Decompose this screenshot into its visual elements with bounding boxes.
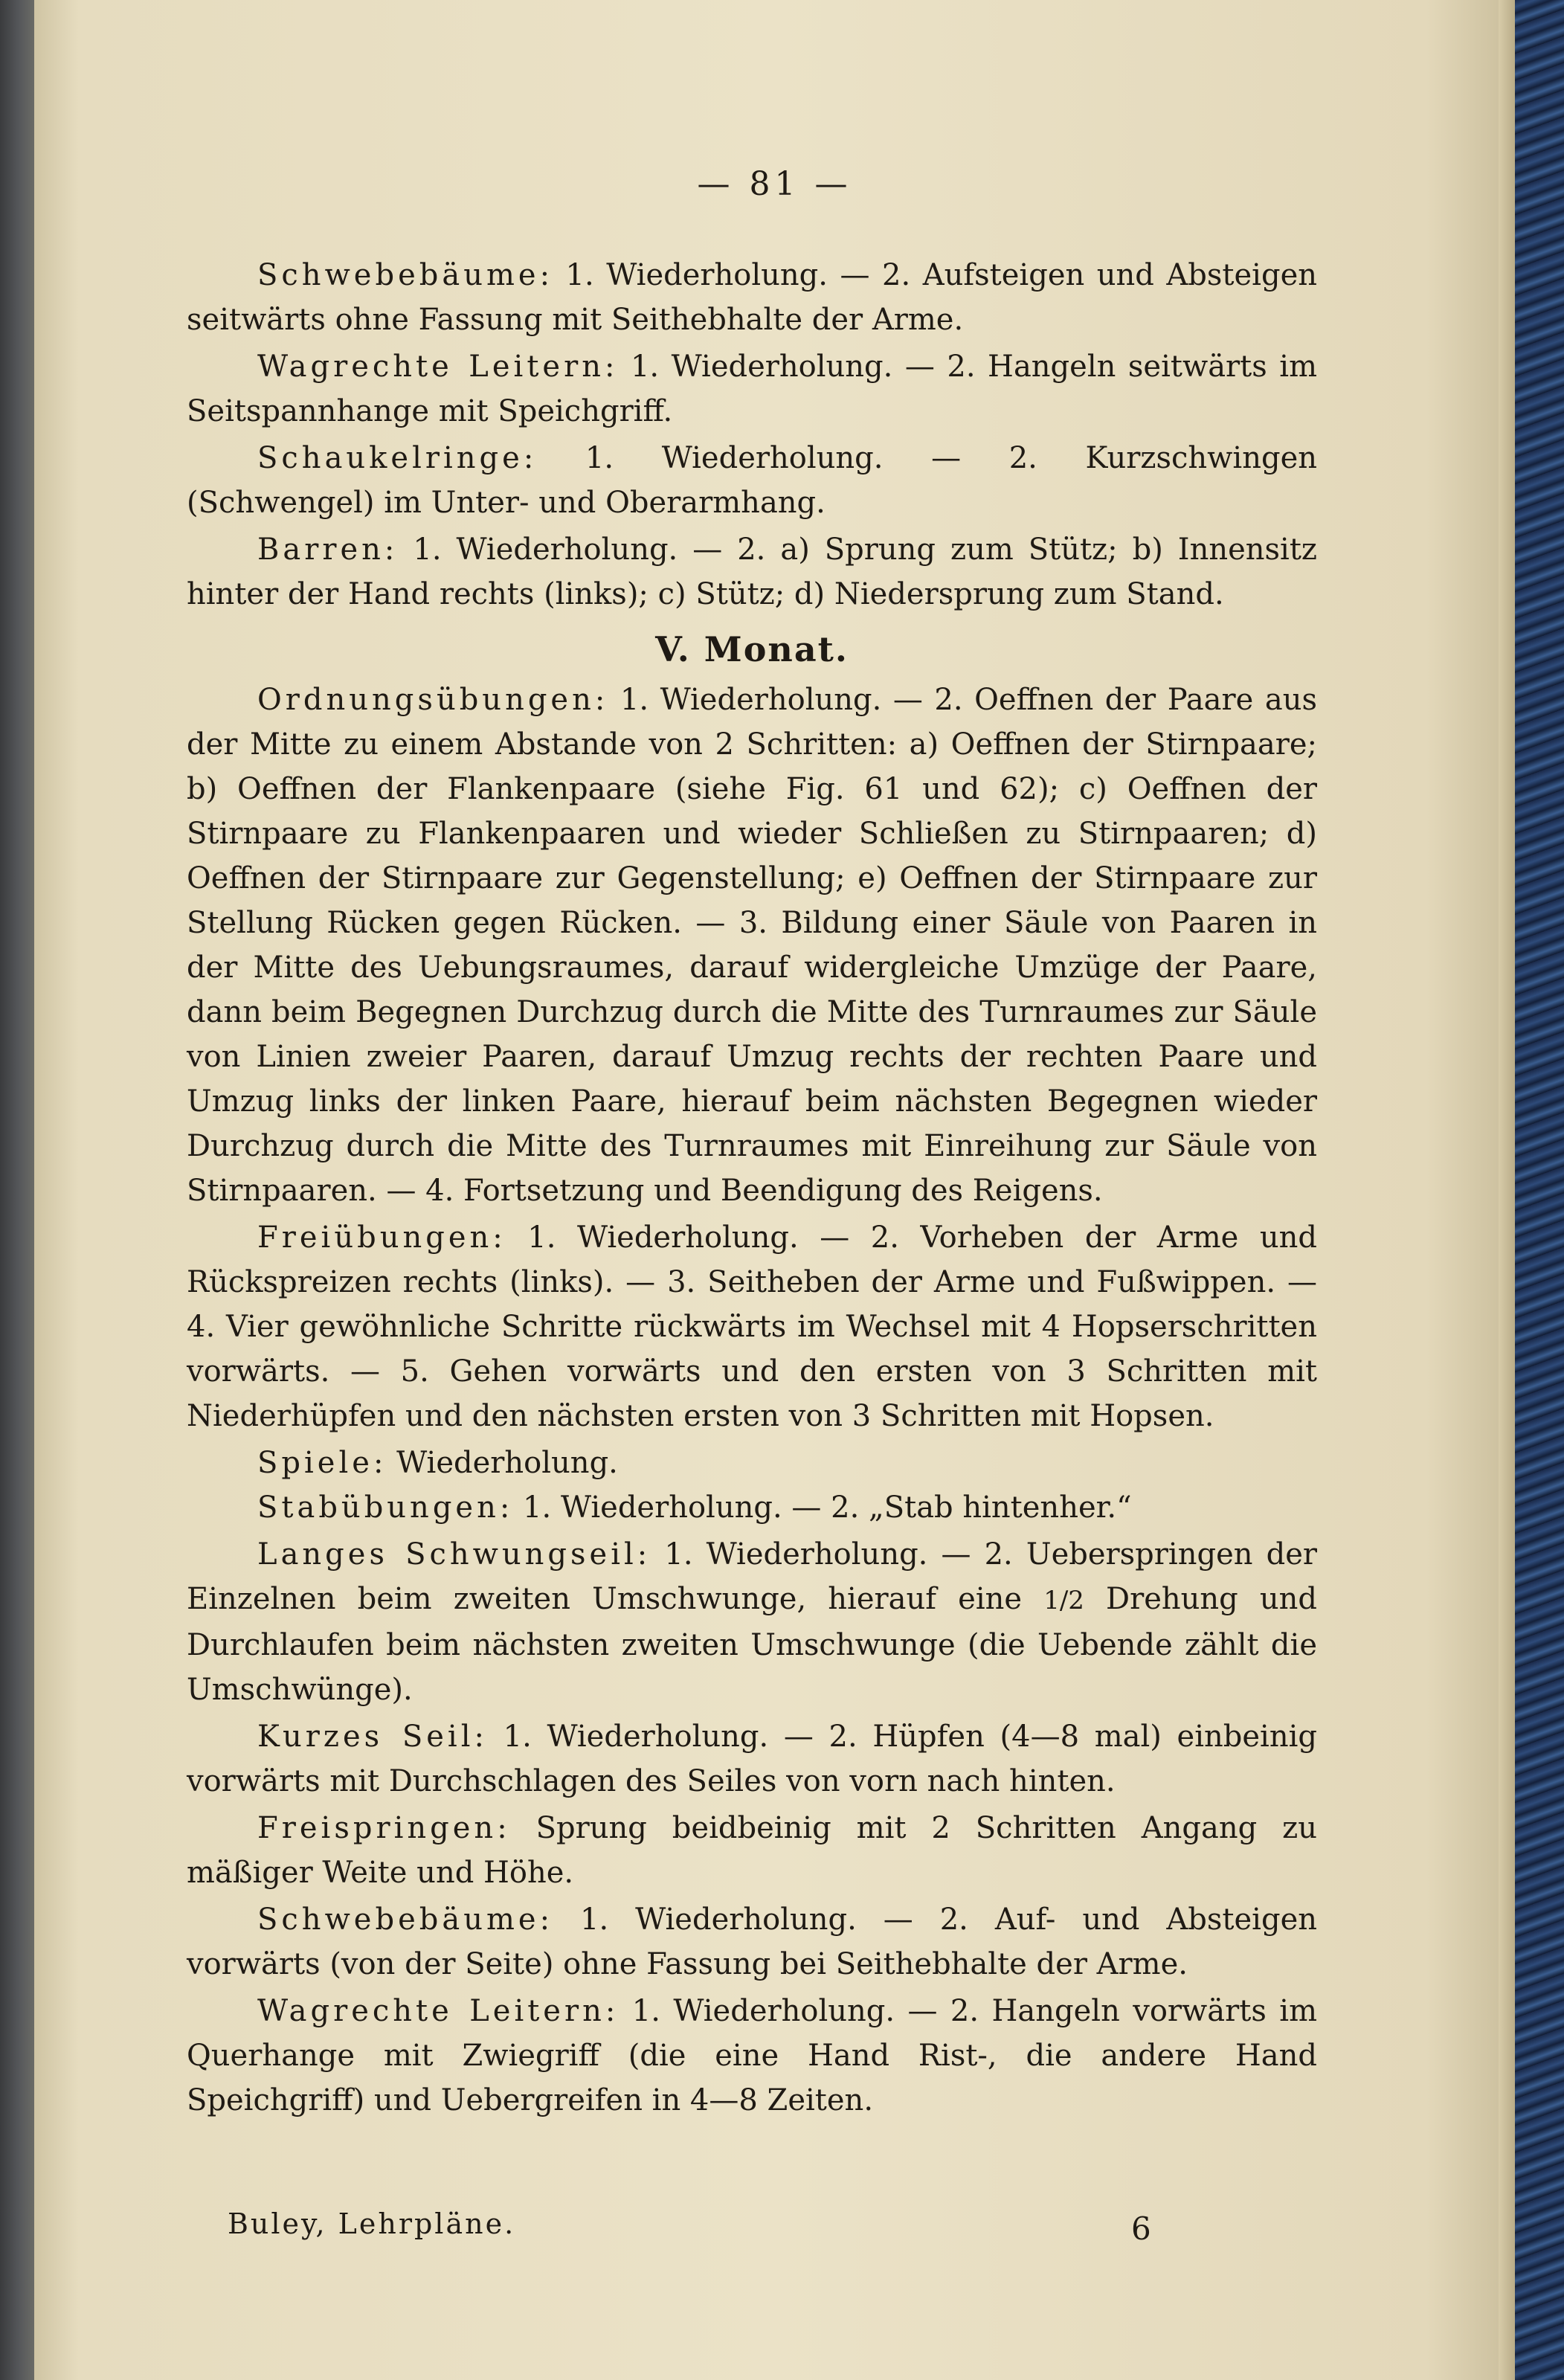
signature-mark: 6: [1131, 2210, 1151, 2247]
paragraph-text-continued: Drehung und Durchlaufen beim nächsten zweiten Umschwunge (die Uebende zählt die Umschwünge).: [187, 1582, 1318, 1707]
paragraph-schaukelringe: [187, 436, 1317, 525]
fraction-half: 1/2: [1043, 1586, 1084, 1615]
paragraph-heading: Freiübungen:: [257, 1220, 506, 1255]
paragraph-heading: Wagrechte Leitern:: [257, 1994, 620, 2028]
paragraph-spiele: [187, 1441, 1317, 1485]
paragraph-text: Sprung beidbeinig mit 2 Schritten Angang zu mäßiger Weite und Höhe.: [187, 1811, 1317, 1890]
paragraph-heading: Barren:: [257, 533, 399, 567]
paragraph-heading: Schwebebäume:: [257, 1903, 554, 1937]
paragraph-text: Wiederholung.: [387, 1446, 618, 1480]
paragraph-text: 1. Wiederholung. — 2. a) Sprung zum Stütz; b) Innensitz hinter der Hand rechts (links); c) Stütz; d) Niedersprung zum Stand.: [187, 533, 1317, 611]
paragraph-wagrechte-leitern-1: [187, 344, 1317, 434]
paragraph-heading: Spiele:: [257, 1446, 387, 1480]
paragraph-stabuebungen: [187, 1485, 1317, 1530]
paragraph-text: 1. Wiederholung. — 2. Oeffnen der Paare aus der Mitte zu einem Abstande von 2 Schritten: a) Oeffnen der Stirnpaare; b) Oeffnen der Flankenpaare (siehe Fig. 61 und 62); c) Oeffnen der Stirnpaare zu Flankenpaaren und wieder Schließen zu Stirnpaaren; d) Oeffnen der Stirnpaare zur Gegenstellung; e) Oeffnen der Stirnpaare zur Stellung Rücken gegen Rücken. — 3. Bildung einer Säule von Paaren in der Mitte des Uebungsraumes, darauf widergleiche Umzüge der Paare, dann beim Begegnen Durchzug durch die Mitte des Turnraumes zur Säule von Linien zweier Paaren, darauf Umzug rechts der rechten Paare und Umzug links der linken Paare, hierauf beim nächsten Begegnen wieder Durchzug durch die Mitte des Turnraumes mit Einreihung zur Säule von Stirnpaaren. — 4. Fortsetzung und Beendigung des Reigens.: [187, 683, 1317, 1208]
paragraph-barren: [187, 527, 1317, 617]
paragraph-heading: Schwebebäume:: [257, 258, 554, 292]
book-page: [34, 0, 1515, 2380]
paragraph-freiuebungen: [187, 1215, 1317, 1438]
footer-signature: Buley, Lehrpläne.: [228, 2207, 516, 2240]
page-edge: [1499, 0, 1515, 2380]
book-cover-right: [1515, 0, 1564, 2380]
paragraph-heading: Wagrechte Leitern:: [257, 350, 619, 384]
paragraph-heading: Langes Schwungseil:: [257, 1537, 651, 1572]
paragraph-schwebebaeume-1: [187, 253, 1317, 342]
paragraph-heading: Freispringen:: [257, 1811, 511, 1845]
paragraph-text: 1. Wiederholung. — 2. Hüpfen (4—8 mal) einbeinig vorwärts mit Durchschlagen des Seiles von vorn nach hinten.: [187, 1720, 1317, 1798]
paragraph-heading: Stabübungen:: [257, 1490, 514, 1525]
page-body: [187, 253, 1317, 2125]
paragraph-langes-schwungseil: [187, 1532, 1317, 1712]
paragraph-text: 1. Wiederholung. — 2. Kurzschwingen (Schwengel) im Unter- und Oberarmhang.: [187, 441, 1317, 520]
paragraph-wagrechte-leitern-2: [187, 1989, 1317, 2123]
paragraph-freispringen: [187, 1806, 1317, 1895]
paragraph-text: 1. Wiederholung. — 2. „Stab hintenher.“: [513, 1490, 1132, 1525]
paragraph-text: 1. Wiederholung. — 2. Hangeln vorwärts im Querhange mit Zwiegriff (die eine Hand Rist-, die andere Hand Speichgriff) und Uebergreifen in 4—8 Zeiten.: [187, 1994, 1317, 2117]
paragraph-heading: Kurzes Seil:: [257, 1720, 488, 1754]
paragraph-heading: Ordnungsübungen:: [257, 683, 609, 717]
paragraph-text: 1. Wiederholung. — 2. Vorheben der Arme und Rückspreizen rechts (links). — 3. Seitheben der Arme und Fußwippen. — 4. Vier gewöhnliche Schritte rückwärts im Wechsel mit 4 Hopserschritten vorwärts. — 5. Gehen vorwärts und den ersten von 3 Schritten mit Niederhüpfen und den nächsten ersten von 3 Schritten mit Hopsen.: [187, 1220, 1317, 1433]
paragraph-kurzes-seil: [187, 1714, 1317, 1804]
paragraph-text: 1. Wiederholung. — 2. Aufsteigen und Absteigen seitwärts ohne Fassung mit Seithebhalte der Arme.: [187, 258, 1317, 337]
paragraph-schwebebaeume-2: [187, 1897, 1317, 1987]
paragraph-heading: Schaukelringe:: [257, 441, 538, 475]
page-number: — 81 —: [697, 165, 852, 203]
section-title: V. Monat.: [655, 629, 849, 669]
paragraph-text: 1. Wiederholung. — 2. Auf- und Absteigen vorwärts (von der Seite) ohne Fassung bei Seithebhalte der Arme.: [187, 1903, 1317, 1981]
book-cover-left: [0, 0, 34, 2380]
paragraph-text: 1. Wiederholung. — 2. Ueberspringen der Einzelnen beim zweiten Umschwunge, hierauf eine: [187, 1537, 1317, 1616]
paragraph-ordnungsuebungen: [187, 678, 1317, 1213]
paragraph-text: 1. Wiederholung. — 2. Hangeln seitwärts im Seitspannhange mit Speichgriff.: [187, 350, 1317, 428]
